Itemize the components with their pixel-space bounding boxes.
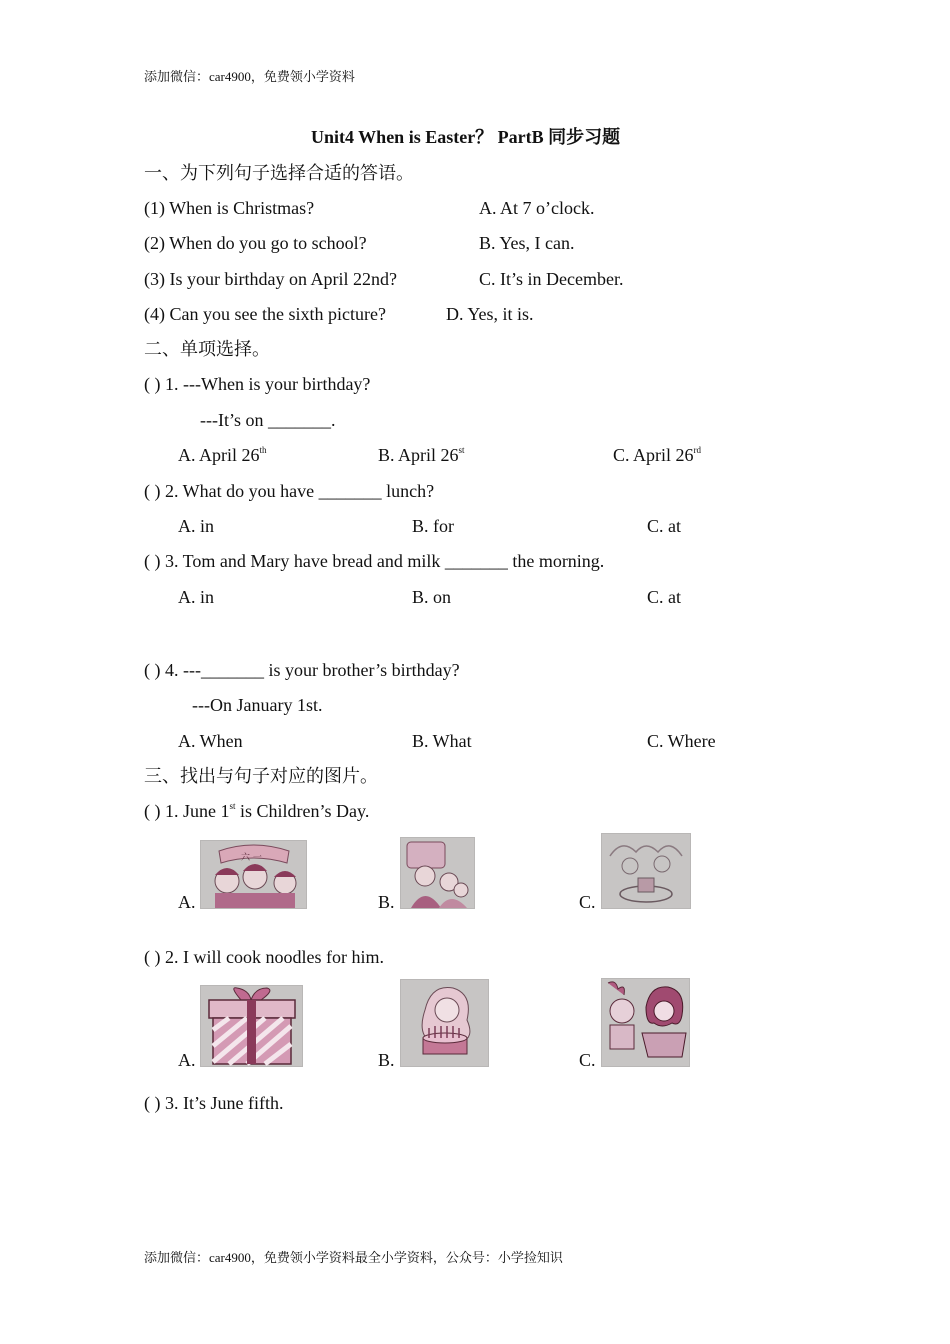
s2-q3-option-a: A. in <box>178 587 214 607</box>
family-picture <box>400 837 475 909</box>
s2-q2-stem: ( ) 2. What do you have _______ lunch? <box>144 481 435 501</box>
s3-q1-label-a: A. <box>178 892 196 912</box>
children-day-picture <box>200 840 307 909</box>
s3-q1-label-b: B. <box>378 892 395 912</box>
s2-q4-reply: ---On January 1st. <box>192 695 323 715</box>
s1-answer-b: B. Yes, I can. <box>479 233 575 253</box>
s1-answer-a: A. At 7 o’clock. <box>479 198 595 218</box>
s2-q4-option-b: B. What <box>412 731 472 751</box>
section3-heading: 三、找出与句子对应的图片。 <box>144 766 378 786</box>
s2-q1-stem: ( ) 1. ---When is your birthday? <box>144 374 371 394</box>
s2-q1-option-a: A. April 26th <box>178 445 267 465</box>
s1-question-4: (4) Can you see the sixth picture? <box>144 304 386 324</box>
s3-q2-label-c: C. <box>579 1050 596 1070</box>
s2-q4-option-a: A. When <box>178 731 243 751</box>
page-header: 添加微信：car4900，免费领小学资料 <box>144 69 355 84</box>
s2-q2-option-b: B. for <box>412 516 454 536</box>
s2-q3-option-b: B. on <box>412 587 452 607</box>
page-title: Unit4 When is Easter？ PartB 同步习题 <box>311 127 621 147</box>
s2-q4-stem: ( ) 4. ---_______ is your brother’s birthday? <box>144 660 460 680</box>
s3-q1-stem: ( ) 1. June 1st is Children’s Day. <box>144 801 370 821</box>
gift-box-picture <box>200 985 303 1067</box>
s2-q2-option-c: C. at <box>647 516 681 536</box>
s2-q3-option-c: C. at <box>647 587 681 607</box>
svg-text:六 一: 六 一 <box>241 853 262 863</box>
s2-q3-stem: ( ) 3. Tom and Mary have bread and milk _______ the morning. <box>144 551 605 571</box>
s3-q2-stem: ( ) 2. I will cook noodles for him. <box>144 947 384 967</box>
section1-heading: 一、为下列句子选择合适的答语。 <box>144 163 414 183</box>
s1-question-3: (3) Is your birthday on April 22nd? <box>144 269 397 289</box>
cooking-picture <box>601 978 690 1067</box>
party-picture <box>601 833 691 909</box>
s3-q1-label-c: C. <box>579 892 596 912</box>
s3-q2-label-a: A. <box>178 1050 196 1070</box>
birthday-cake-picture <box>400 979 489 1067</box>
s3-q3-stem: ( ) 3. It’s June fifth. <box>144 1093 284 1113</box>
s1-answer-d: D. Yes, it is. <box>446 304 534 324</box>
s2-q4-option-c: C. Where <box>647 731 716 751</box>
s2-q1-option-b: B. April 26st <box>378 445 465 465</box>
s1-question-2: (2) When do you go to school? <box>144 233 367 253</box>
s2-q1-reply: ---It’s on _______. <box>200 410 336 430</box>
s2-q2-option-a: A. in <box>178 516 214 536</box>
page-footer: 添加微信：car4900，免费领小学资料最全小学资料，公众号：小学捡知识 <box>144 1250 563 1265</box>
s3-q2-label-b: B. <box>378 1050 395 1070</box>
s2-q1-option-c: C. April 26rd <box>613 445 702 465</box>
s1-question-1: (1) When is Christmas? <box>144 198 315 218</box>
s1-answer-c: C. It’s in December. <box>479 269 624 289</box>
section2-heading: 二、单项选择。 <box>144 339 270 359</box>
